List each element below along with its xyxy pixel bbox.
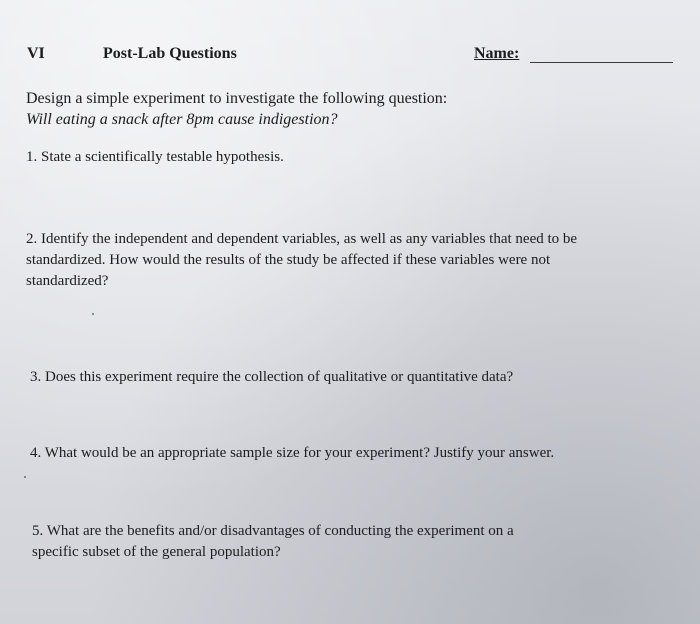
name-label: Name: [474, 45, 520, 62]
question-3 [30, 367, 670, 388]
question-5-line-2: specific subset of the general population? [32, 544, 281, 560]
question-3-text: 3. Does this experiment require the collection of qualitative or quantitative data? [30, 369, 514, 385]
question-2-line-1: 2. Identify the independent and dependent variables, as well as any variables that need to be [26, 231, 578, 247]
question-5-line-1: 5. What are the benefits and/or disadvantages of conducting the experiment on a [32, 523, 514, 539]
question-1 [26, 147, 666, 168]
question-2 [26, 229, 676, 292]
question-5 [32, 521, 632, 563]
page-title: Post-Lab Questions [103, 45, 237, 62]
intro-block [26, 88, 447, 130]
name-field-line[interactable] [530, 62, 673, 63]
question-4-text: 4. What would be an appropriate sample size for your experiment? Justify your answer. [30, 445, 555, 461]
research-question: Will eating a snack after 8pm cause indigestion? [26, 111, 338, 128]
paper-speck [24, 476, 26, 478]
question-1-text: 1. State a scientifically testable hypothesis. [26, 149, 284, 165]
paper-speck [92, 313, 94, 315]
question-4 [30, 443, 670, 464]
instruction-text: Design a simple experiment to investigate the following question: [26, 90, 448, 107]
section-number: VI [27, 45, 45, 62]
question-2-line-3: standardized? [26, 273, 109, 289]
question-2-line-2: standardized. How would the results of the study be affected if these variables were not [26, 252, 551, 268]
